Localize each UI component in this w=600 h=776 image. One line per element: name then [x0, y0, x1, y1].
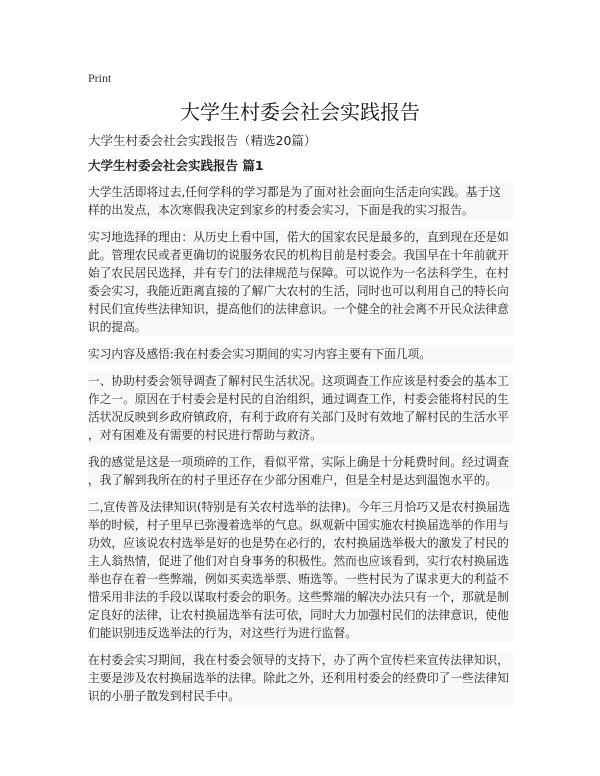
paragraph-line: 在村委会实习期间，我在村委会领导的支持下，办了两个宣传栏来宣传法律知识， [88, 653, 509, 667]
paragraph-line: 委会实习，我能近距离直接的了解广大农村的生活，同时也可以利用自己的特长向 [88, 284, 509, 298]
paragraph-line: 定良好的法律，让农村换届选举有法可依，同时大力加强村民们的法律意识，使他 [88, 608, 509, 622]
paragraph-line: 活状况反映到乡政府镇政府，有利于政府有关部门及时有效地了解村民的生活水平 [88, 410, 509, 424]
document-subtitle: 大学生村委会社会实践报告（精选20篇） [88, 133, 317, 148]
paragraph-line: 始了农民居民选择，并有专门的法律规范与保障。可以说作为一名法科学生，在村 [88, 266, 509, 280]
document-title: 大学生村委会社会实践报告 [180, 100, 420, 124]
paragraph-line: 我的感觉是这是一项琐碎的工作，看似平常，实际上确是十分耗费时间。经过调查 [88, 455, 509, 469]
document-body [88, 183, 528, 714]
paragraph [88, 372, 513, 444]
paragraph-line: 功效，应该说农村选举是好的也是势在必行的，农村换届选举极大的激发了村民的 [88, 536, 509, 550]
paragraph-line: 们能识别违反选举法的行为，对这些行为进行监督。 [88, 626, 357, 640]
paragraph-line: 识的小册子散发到村民手中。 [88, 689, 240, 703]
paragraph-line: 村民们宣传些法律知识，提高他们的法律意识。一个健全的社会离不开民众法律意 [88, 302, 509, 316]
paragraph [88, 453, 513, 489]
paragraph-line: 主人翁热情，促进了他们对自身事务的积极性。然而也应该看到，实行农村换届选 [88, 554, 509, 568]
print-link[interactable]: Print [88, 71, 112, 85]
paragraph-line: 此。管理农民或者更确切的说服务农民的机构目前是村委会。我国早在十年前就开 [88, 248, 509, 262]
paragraph-line: 举的时候，村子里早已弥漫着选举的气息。纵观新中国实施农村换届选举的作用与 [88, 518, 509, 532]
paragraph-line: 一、协助村委会领导调查了解村民生活状况。这项调查工作应该是村委会的基本工 [88, 374, 509, 388]
paragraph-line: 识的提高。 [88, 320, 147, 334]
paragraph-line: 实习地选择的理由：从历史上看中国，偌大的国家农民是最多的，直到现在还是如 [88, 230, 509, 244]
paragraph-line: 举也存在着一些弊端，例如买卖选举票、贿选等。一些村民为了谋求更大的利益不 [88, 572, 509, 586]
paragraph [88, 228, 513, 336]
paragraph [88, 651, 513, 705]
paragraph-line: 惜采用非法的手段以谋取村委会的职务。这些弊端的解决办法只有一个，那就是制 [88, 590, 509, 604]
paragraph-line: ，我了解到我所在的村子里还存在少部分困难户，但是全村是达到温饱水平的。 [88, 473, 498, 487]
paragraph [88, 498, 513, 642]
paragraph [88, 183, 513, 219]
section-heading: 大学生村委会社会实践报告 篇1 [88, 158, 264, 173]
paragraph-line: 作之一。原因在于村委会是村民的自治组织，通过调查工作，村委会能将村民的生 [88, 392, 509, 406]
paragraph-line: 样的出发点，本次寒假我决定到家乡的村委会实习，下面是我的实习报告。 [88, 203, 474, 217]
paragraph-line: ，对有困难及有需要的村民进行帮助与救济。 [88, 428, 322, 442]
paragraph-line: 实习内容及感悟:我在村委会实习期间的实习内容主要有下面几项。 [88, 347, 431, 361]
paragraph-line: 主要是涉及农村换届选举的法律。除此之外，还利用村委会的经费印了一些法律知 [88, 671, 509, 685]
paragraph-line: 二,宣传普及法律知识(特别是有关农村选举的法律)。今年三月恰巧又是农村换届选 [88, 500, 510, 514]
paragraph-line: 大学生活即将过去,任何学科的学习都是为了面对社会面向生活走向实践。基于这 [88, 185, 501, 199]
paragraph [88, 345, 513, 363]
